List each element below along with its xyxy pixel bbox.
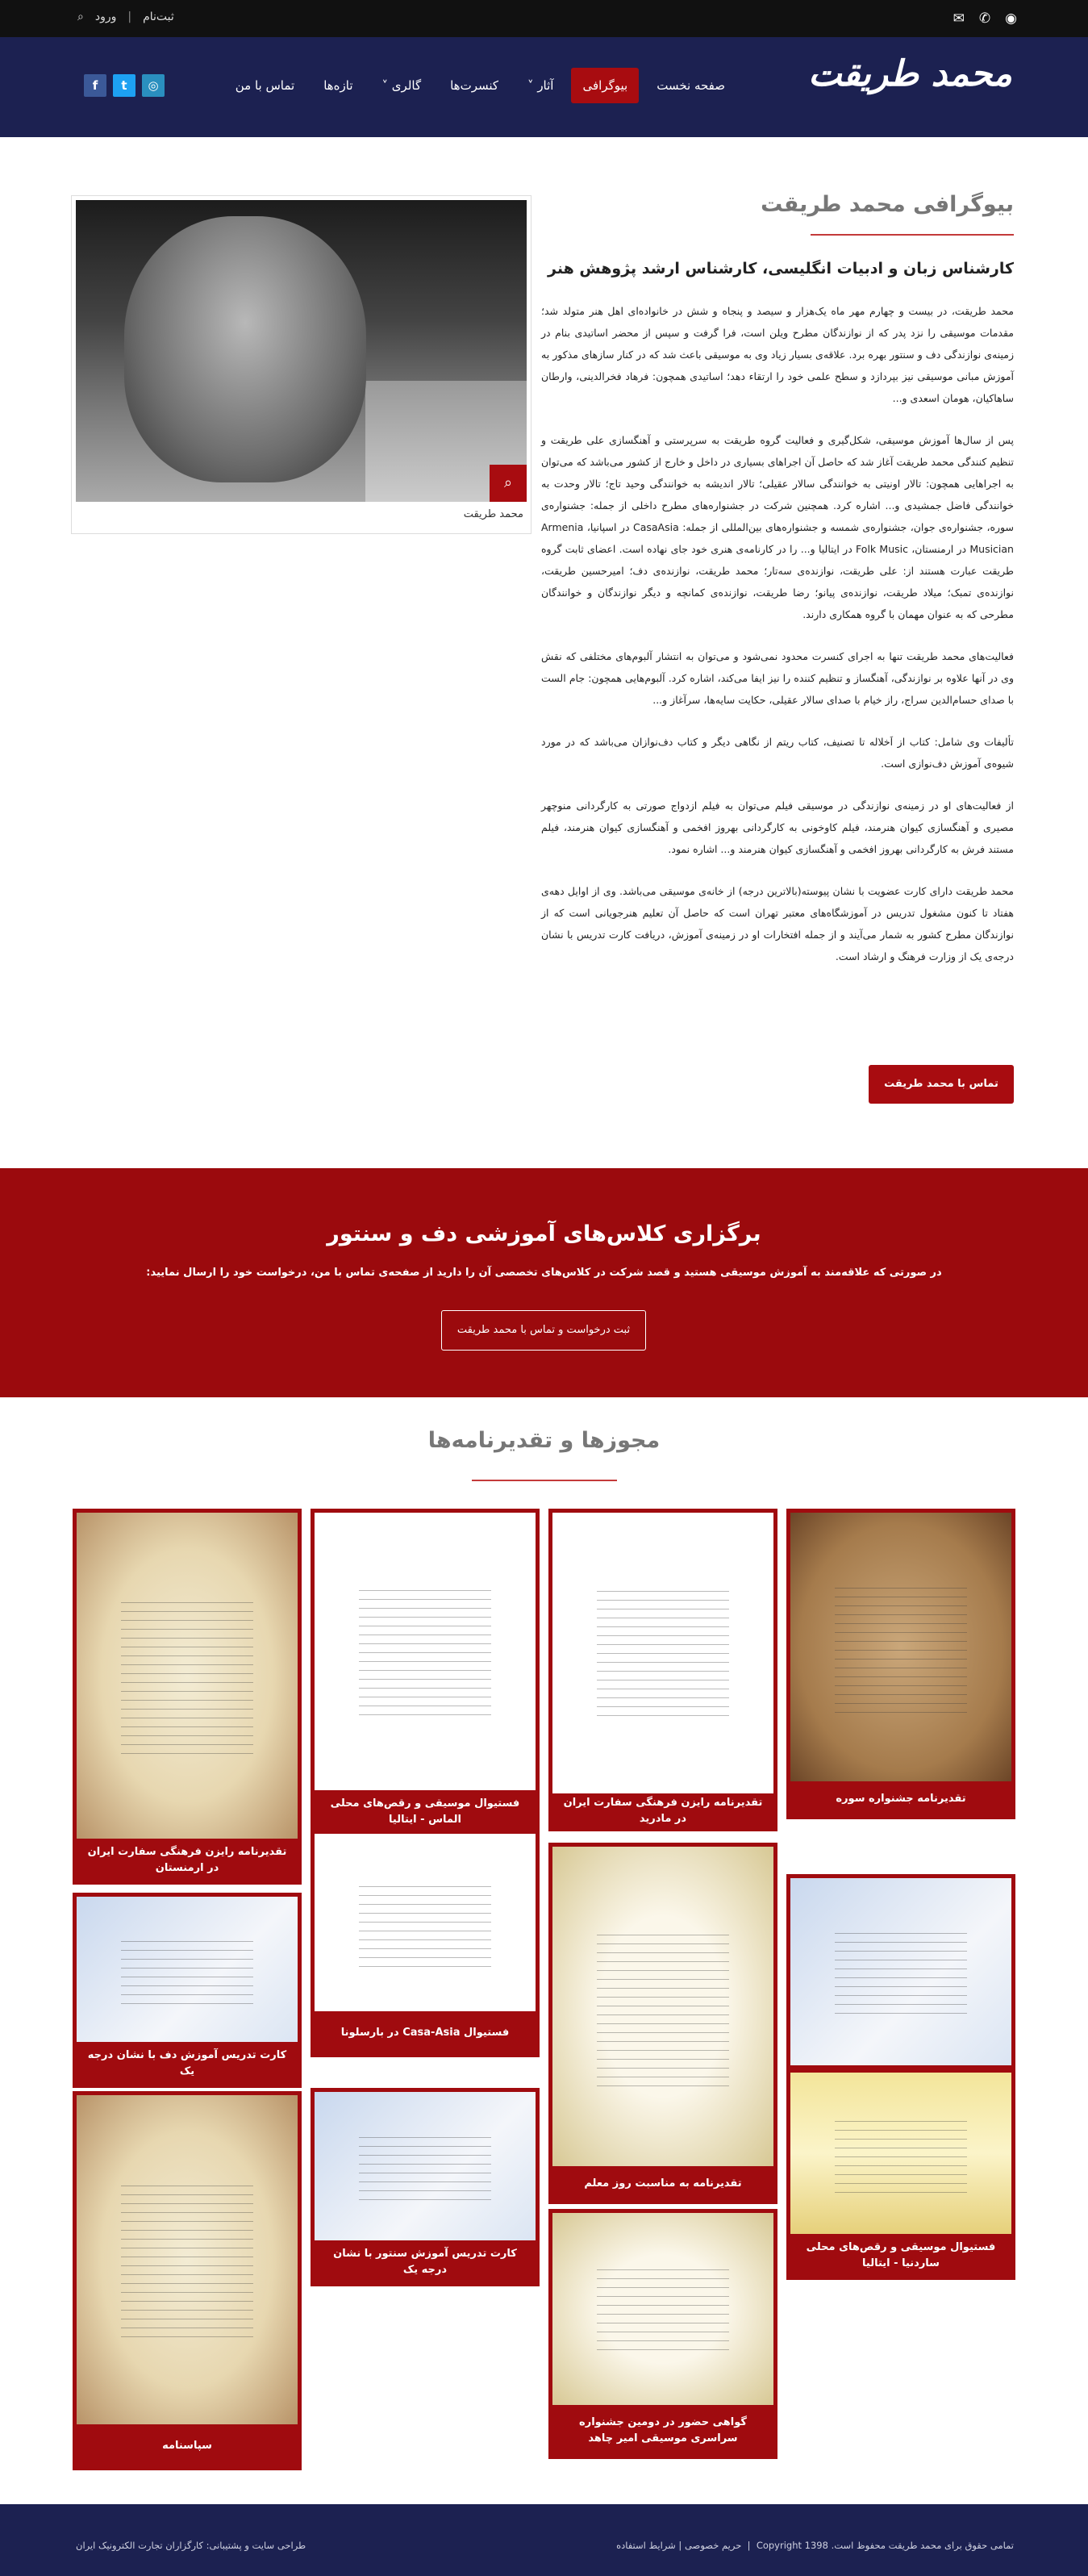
document-text-lines (121, 2177, 253, 2342)
document-text-lines (597, 1583, 729, 1723)
bio-paragraph: محمد طریقت دارای کارت عضویت با نشان پیوسته(بالاترین درجه) از خانه‌ی موسیقی می‌باشد. وی از اوایل دهه‌ی هفتاد تا کنون مشغول تدریس در آموزشگاه‌های معتبر تهران است که حاصل آن تعلیم هنرجویانی است که از نوازندگان مطرح کشور به شمار می‌آیند و از جمله افتخارات او در زمینه‌ی آموزش، دریافت کارت تدریس با نشان درجه‌ی یک از وزارت فرهنگ و ارشاد است. (541, 885, 1014, 962)
license-caption: سپاسنامه (162, 2440, 212, 2452)
auth-separator: | (127, 10, 132, 23)
bio-photo[interactable] (76, 200, 527, 502)
license-caption: تقدیرنامه به مناسبت روز معلم (584, 2177, 742, 2190)
classes-title: برگزاری کلاس‌های آموزشی دف و سنتور (327, 1221, 761, 1246)
instagram-icon[interactable]: ◎ (142, 74, 165, 97)
nav-works[interactable]: آثار ˅ (527, 78, 554, 93)
footer (0, 2504, 1088, 2576)
zoom-icon[interactable]: ⌕ (490, 465, 527, 502)
copyright-text: تمامی حقوق برای محمد طریقت محفوظ است. Copyright 1398 (756, 2540, 1014, 2551)
license-caption: کارت تدریس آموزش دف با نشان درجه یک (87, 2049, 287, 2077)
document-text-lines (835, 2113, 967, 2194)
search-icon[interactable]: ⌕ (77, 10, 84, 23)
license-caption: فستیوال موسیقی و رقص‌های محلی الماس - ایتالیا (330, 1797, 520, 1826)
license-caption: فستیوال Casa-Asia در بارسلونا (340, 2027, 510, 2039)
contact-icons (953, 10, 1017, 27)
license-card[interactable] (311, 1830, 540, 2057)
license-card[interactable] (73, 2091, 302, 2470)
bio-paragraph: از فعالیت‌های او در زمینه‌ی نوازندگی در موسیقی فیلم می‌توان به فیلم ازدواج صورتی به کارگردانی منوچهر مصیری و آهنگسازی کیوان هنرمند، فیلم کاوخونی به کارگردانی بهروز افخمی و آهنگسازی کیوان هنرمند، فیلم مستند فرش به کارگردانی بهروز افخمی و آهنگسازی کیوان هنرمند و... اشاره نمود. (541, 800, 1014, 855)
bio-paragraph: فعالیت‌های محمد طریقت تنها به اجرای کنسرت محدود نمی‌شود و می‌توان به انتشار آلبوم‌های مختلفی که نقش وی در آنها علاوه بر نوازندگی، آهنگساز و تنظیم کننده را نیز ایفا می‌کند، اشاره کرد. آلبوم‌هایی همچون: جام الست با صدای حسام‌الدین سراج، راز خیام با صدای سالار عقیلی، حکایت سایه‌ها، سرآغاز و... (541, 650, 1014, 706)
document-text-lines (359, 2129, 491, 2203)
rss-icon[interactable]: ◉ (1005, 10, 1017, 27)
license-image (315, 1513, 536, 1790)
twitter-icon[interactable]: t (113, 74, 135, 97)
license-card[interactable] (311, 1509, 540, 1836)
bio-paragraph: محمد طریقت، در بیست و چهارم مهر ماه یک‌هزار و سیصد و پنجاه و شش در خانواده‌ای اهل هنر متولد شد؛ مقدمات موسیقی را نزد پدر که از نوازندگان مطرح ویلن است، فرا گرفت و سپس از محضر اساتیدی بنام در زمینه‌ی نوازندگی دف و سنتور بهره برد. علاقه‌ی بسیار زیاد وی به موسیقی باعث شد که در کنار سازهای مذکور به آموزش مبانی موسیقی نیز بپردازد و سطح علمی خود را ارتقاء دهد؛ اساتیدی همچون: فرهاد فخرالدینی، وارطان ساهاکیان، هومان اسعدی و... (541, 305, 1014, 404)
license-caption: فستیوال موسیقی و رقص‌های محلی ساردنیا - ایتالیا (806, 2241, 996, 2269)
license-card[interactable] (311, 2088, 540, 2286)
main-header (0, 37, 1088, 137)
document-text-lines (835, 1580, 967, 1714)
license-image (552, 2213, 773, 2405)
license-caption: تقدیرنامه جشنواره سوره (836, 1793, 966, 1805)
footer-copyright: تمامی حقوق برای محمد طریقت محفوظ است. Copyright 1398 | حریم خصوصی | شرایط استفاده (616, 2540, 1014, 2551)
license-card[interactable] (548, 1509, 777, 1831)
document-text-lines (121, 1594, 253, 1757)
social-links (84, 74, 165, 97)
bio-paragraph: پس از سال‌ها آموزش موسیقی، شکل‌گیری و فعالیت گروه طریقت به سرپرستی و آهنگسازی علی طریقت و تنظیم کنندگی محمد طریقت آغاز شد که حاصل آن اجراهای بسیاری در داخل و خارج از کشور می‌باشد که می‌توان به اجراهایی همچون: تالار اونیتی به خوانندگی سالار عقیلی؛ تالار اندیشه به خوانندگی وحید تاج؛ تالار وحدت به خوانندگی فاضل جمشیدی و... اشاره کرد. همچنین شرکت در جشنواره‌های مطرح داخلی از جمله: جشنواره‌ی سوره، جشنواره‌ی جوان، جشنواره‌ی شمسه و جشنواره‌های بین‌المللی از جمله: CasaAsia در اسپانیا، Armenia Musician در ارمنستان، Folk Music در ایتالیا و... را در کارنامه‌ی هنری خود جای نهاده است. اعضای ثابت گروه طریقت عبارت هستند از: علی طریقت، نوازنده‌ی سه‌تار؛ محمد طریقت، نوازنده‌ی دف؛ امیرحسین طریقت، نوازنده‌ی تمبک؛ میلاد طریقت، نوازنده‌ی پیانو؛ رضا طریقت، نوازنده‌ی کمانچه و دیگر نوازندگان و خوانندگان مطرحی که به عنوان مهمان با گروه همکاری دارند. (541, 434, 1014, 620)
bio-title: بیوگرافی محمد طریقت (761, 192, 1014, 217)
license-image (790, 1513, 1011, 1781)
classes-text: در صورتی که علاقه‌مند به آموزش موسیقی هستید و قصد شرکت در کلاس‌های تخصصی آن را دارید از صفحه‌ی تماس با من، درخواست خود را ارسال نمایید: (146, 1267, 942, 1279)
bio-text (541, 300, 1014, 987)
license-caption: گواهی حضور در دومین جشنواره سراسری موسیقی امیر چاهد (579, 2416, 747, 2444)
license-image (790, 2073, 1011, 2234)
license-card[interactable] (786, 2069, 1015, 2280)
document-text-lines (121, 1933, 253, 2006)
license-caption: تقدیرنامه رایزن فرهنگی سفارت ایران در مادرید (563, 1797, 763, 1825)
license-image (552, 1513, 773, 1793)
licenses-title: مجوزها و تقدیرنامه‌ها (427, 1428, 661, 1453)
document-text-lines (597, 2261, 729, 2357)
license-image (77, 1513, 298, 1839)
document-text-lines (597, 1927, 729, 2086)
nav-biography[interactable]: بیوگرافی (571, 68, 639, 103)
license-image (315, 1834, 536, 2011)
license-card[interactable] (786, 1509, 1015, 1819)
nav-concerts[interactable]: کنسرت‌ها (450, 78, 499, 93)
license-image (77, 2095, 298, 2424)
photo-portrait (124, 216, 366, 482)
document-text-lines (359, 1582, 491, 1721)
main-nav (224, 68, 736, 103)
mail-icon[interactable]: ✉ (953, 10, 965, 27)
license-caption: تقدیرنامه رایزن فرهنگی سفارت ایران در ارمنستان (87, 1846, 287, 1874)
license-card[interactable] (548, 1843, 777, 2204)
license-card[interactable] (73, 1509, 302, 1885)
bio-subtitle: کارشناس زبان و ادبیات انگلیسی، کارشناس ارشد پژوهش هنر (548, 260, 1014, 278)
license-card[interactable] (548, 2209, 777, 2459)
phone-icon[interactable]: ✆ (978, 10, 991, 27)
auth-links (77, 10, 174, 23)
photo-caption: محمد طریقت (463, 508, 523, 520)
footer-credit[interactable]: طراحی سایت و پشتیبانی: کارگزاران تجارت الکترونیک ایران (76, 2540, 306, 2551)
classes-request-button[interactable]: ثبت درخواست و تماس با محمد طریقت (441, 1310, 646, 1351)
license-card[interactable] (73, 1893, 302, 2088)
nav-news[interactable]: تازه‌ها (323, 78, 353, 93)
top-bar (0, 0, 1088, 37)
facebook-icon[interactable]: f (84, 74, 106, 97)
classes-band (0, 1168, 1088, 1397)
license-image (77, 1897, 298, 2042)
title-underline (811, 234, 1014, 236)
document-text-lines (835, 1925, 967, 2019)
document-text-lines (359, 1878, 491, 1967)
nav-home[interactable]: صفحه نخست (657, 78, 725, 93)
contact-button[interactable]: تماس با محمد طریقت (869, 1065, 1014, 1104)
footer-links[interactable]: حریم خصوصی | شرایط استفاده (616, 2540, 742, 2551)
nav-contact[interactable]: تماس با من (235, 78, 295, 93)
login-link[interactable]: ورود (94, 10, 117, 23)
bio-photo-box (71, 195, 531, 534)
license-image (790, 1878, 1011, 2065)
nav-gallery[interactable]: گالری ˅ (381, 78, 422, 93)
license-image (552, 1847, 773, 2166)
license-image (315, 2092, 536, 2240)
title-underline (472, 1480, 617, 1481)
bio-paragraph: تألیفات وی شامل: کتاب از اَخلاله تا تصنیف، کتاب ریتم از نگاهی دیگر و کتاب دف‌نوازان می‌باشد که در مورد شیوه‌ی آموزش دف‌نوازی است. (541, 736, 1014, 770)
license-caption: کارت تدریس آموزش سنتور با نشان درجه یک (333, 2248, 517, 2276)
site-logo[interactable]: محمد طریقت (808, 53, 1012, 94)
register-link[interactable]: ثبت‌نام (143, 10, 174, 23)
